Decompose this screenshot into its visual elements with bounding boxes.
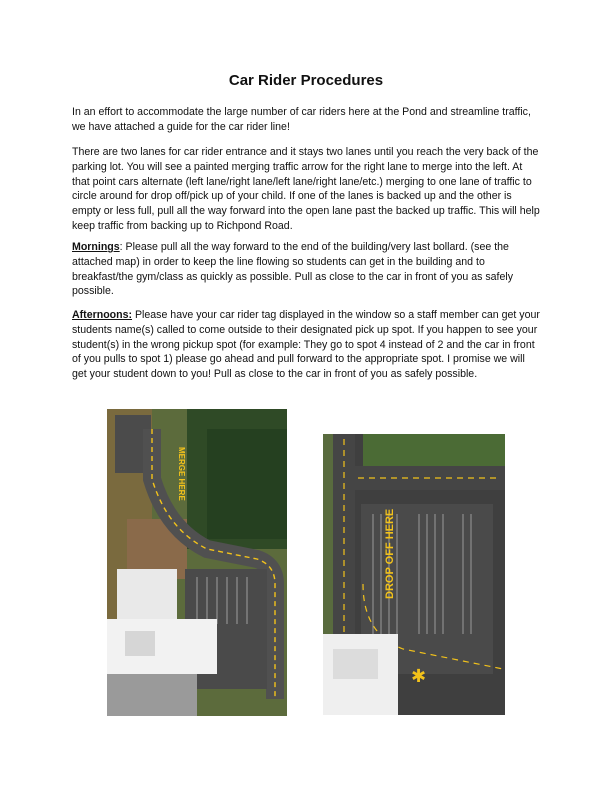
aerial-map-drop-off <box>323 434 505 715</box>
drop-off-here-label: DROP OFF HERE <box>384 508 396 599</box>
afternoons-text: Please have your car rider tag displayed in the window so a staff member can get your students name(s) called to come outside to their designated pick up spot. If you happen to see your student(s) in the wrong pickup spot (for example: They go to spot 4 instead of 2 and the car in front of you pulls to spot 1) please go ahead and pull forward to the appropriate spot. I promise we will get your student down to you! Pull as close to the car in front of you as safely possible. <box>72 309 540 381</box>
mornings-paragraph <box>72 240 542 299</box>
mornings-text: : Please pull all the way forward to the end of the building/very last bollard. (see the attached map) in order to keep the line flowing so students can get in the building and to breakfast/the gym/class as quickly as possible. Pull as close to the car in front of you as safely possible. <box>72 241 514 298</box>
intro-paragraph: In an effort to accommodate the large number of car riders here at the Pond and streamline traffic, we have attached a guide for the car rider line! <box>72 106 531 133</box>
merge-here-label: MERGE HERE <box>177 447 186 501</box>
aerial-map-entrance <box>107 409 287 716</box>
mornings-label: Mornings <box>72 241 120 253</box>
star-marker-icon: ✱ <box>411 666 427 687</box>
afternoons-label: Afternoons: <box>72 309 133 321</box>
page-title: Car Rider Procedures <box>228 72 384 89</box>
afternoons-paragraph <box>72 308 542 382</box>
lanes-paragraph: There are two lanes for car rider entrance and it stays two lanes until you reach the very back of the parking lot. You will see a painted merging traffic arrow for the right lane to merge into the left. At that point cars alternate (left lane/right lane/left lane/right lane/etc.) merging to one lane of traffic to circle around for drop off/pick up of your child. If one of the lanes is backed up and the other is empty or less full, pull all the way forward into the open lane past the backed up traffic. This will help keep traffic from backing up to Richpond Road. <box>72 146 540 232</box>
